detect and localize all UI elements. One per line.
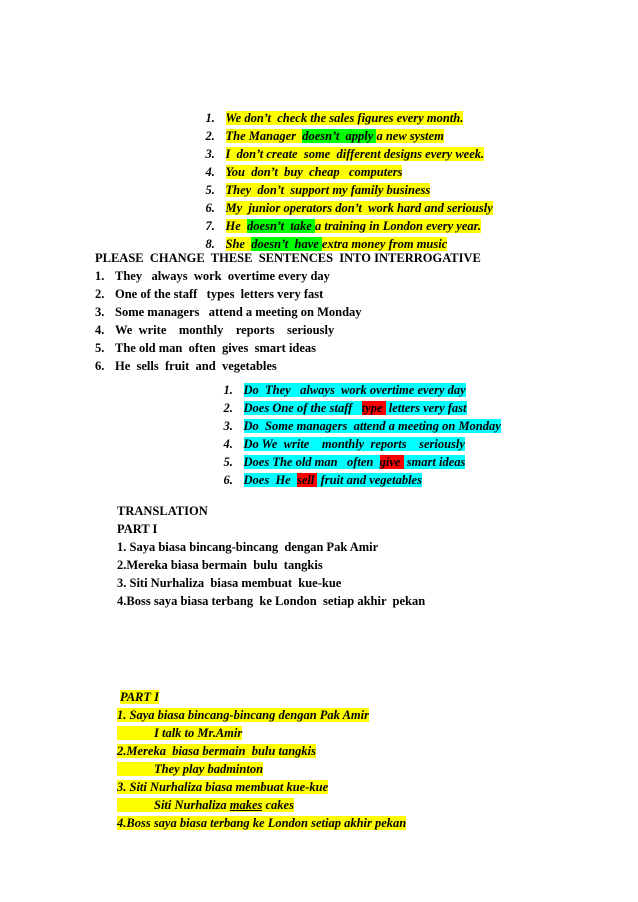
list-item: 7. He doesn’t take a training in London every year. (205, 219, 481, 233)
list-item: 3. Siti Nurhaliza biasa membuat kue-kue (117, 576, 342, 590)
list-item: 1. Do They always work overtime every day (223, 383, 466, 397)
list-item: 4. Do We write monthly reports seriously (223, 437, 465, 451)
list-item: 4. You don’t buy cheap computers (205, 165, 403, 179)
list-item: 6. Does He sell fruit and vegetables (223, 473, 422, 487)
answer-line: They play badminton (117, 761, 263, 777)
list-item: 2.Mereka biasa bermain bulu tangkis (117, 558, 323, 572)
list-item: 3. Do Some managers attend a meeting on Monday (223, 419, 501, 433)
question-line: 4.Boss saya biasa terbang ke London setiap akhir pekan (117, 816, 407, 830)
list-item: 5. They don’t support my family business (205, 183, 431, 197)
list-item: 1. We don’t check the sales figures every month. (205, 111, 464, 125)
list-item: 1. They always work overtime every day (95, 269, 330, 283)
translation-part: PART I (117, 522, 158, 536)
list-item: 3. I don’t create some different designs every week. (205, 147, 485, 161)
section-heading: PLEASE CHANGE THESE SENTENCES INTO INTERROGATIVE (95, 251, 481, 265)
list-item: 2. The Manager doesn’t apply a new system (205, 129, 444, 143)
answer-line: Siti Nurhaliza makes cakes (117, 797, 294, 813)
list-item: 5. The old man often gives smart ideas (95, 341, 317, 355)
list-item: 6. My junior operators don’t work hard and seriously (205, 201, 493, 215)
list-item: 4. We write monthly reports seriously (95, 323, 335, 337)
answer-line: I talk to Mr.Amir (117, 725, 242, 741)
list-item: 5. Does The old man often give smart ideas (223, 455, 466, 469)
list-item: 6. He sells fruit and vegetables (95, 359, 277, 373)
question-line: 1. Saya biasa bincang-bincang dengan Pak Amir (117, 708, 369, 722)
list-item: 3. Some managers attend a meeting on Monday (95, 305, 362, 319)
list-item: 4.Boss saya biasa terbang ke London setiap akhir pekan (117, 594, 426, 608)
translation-title: TRANSLATION (117, 504, 208, 518)
list-item: 2. Does One of the staff type letters very fast (223, 401, 467, 415)
list-item: 8. She doesn’t have extra money from music (205, 237, 448, 251)
list-item: 1. Saya biasa bincang-bincang dengan Pak Amir (117, 540, 379, 554)
question-line: 3. Siti Nurhaliza biasa membuat kue-kue (117, 780, 329, 794)
question-line: 2.Mereka biasa bermain bulu tangkis (117, 744, 316, 758)
answers-part: PART I (120, 690, 160, 704)
list-item: 2. One of the staff types letters very fast (95, 287, 324, 301)
